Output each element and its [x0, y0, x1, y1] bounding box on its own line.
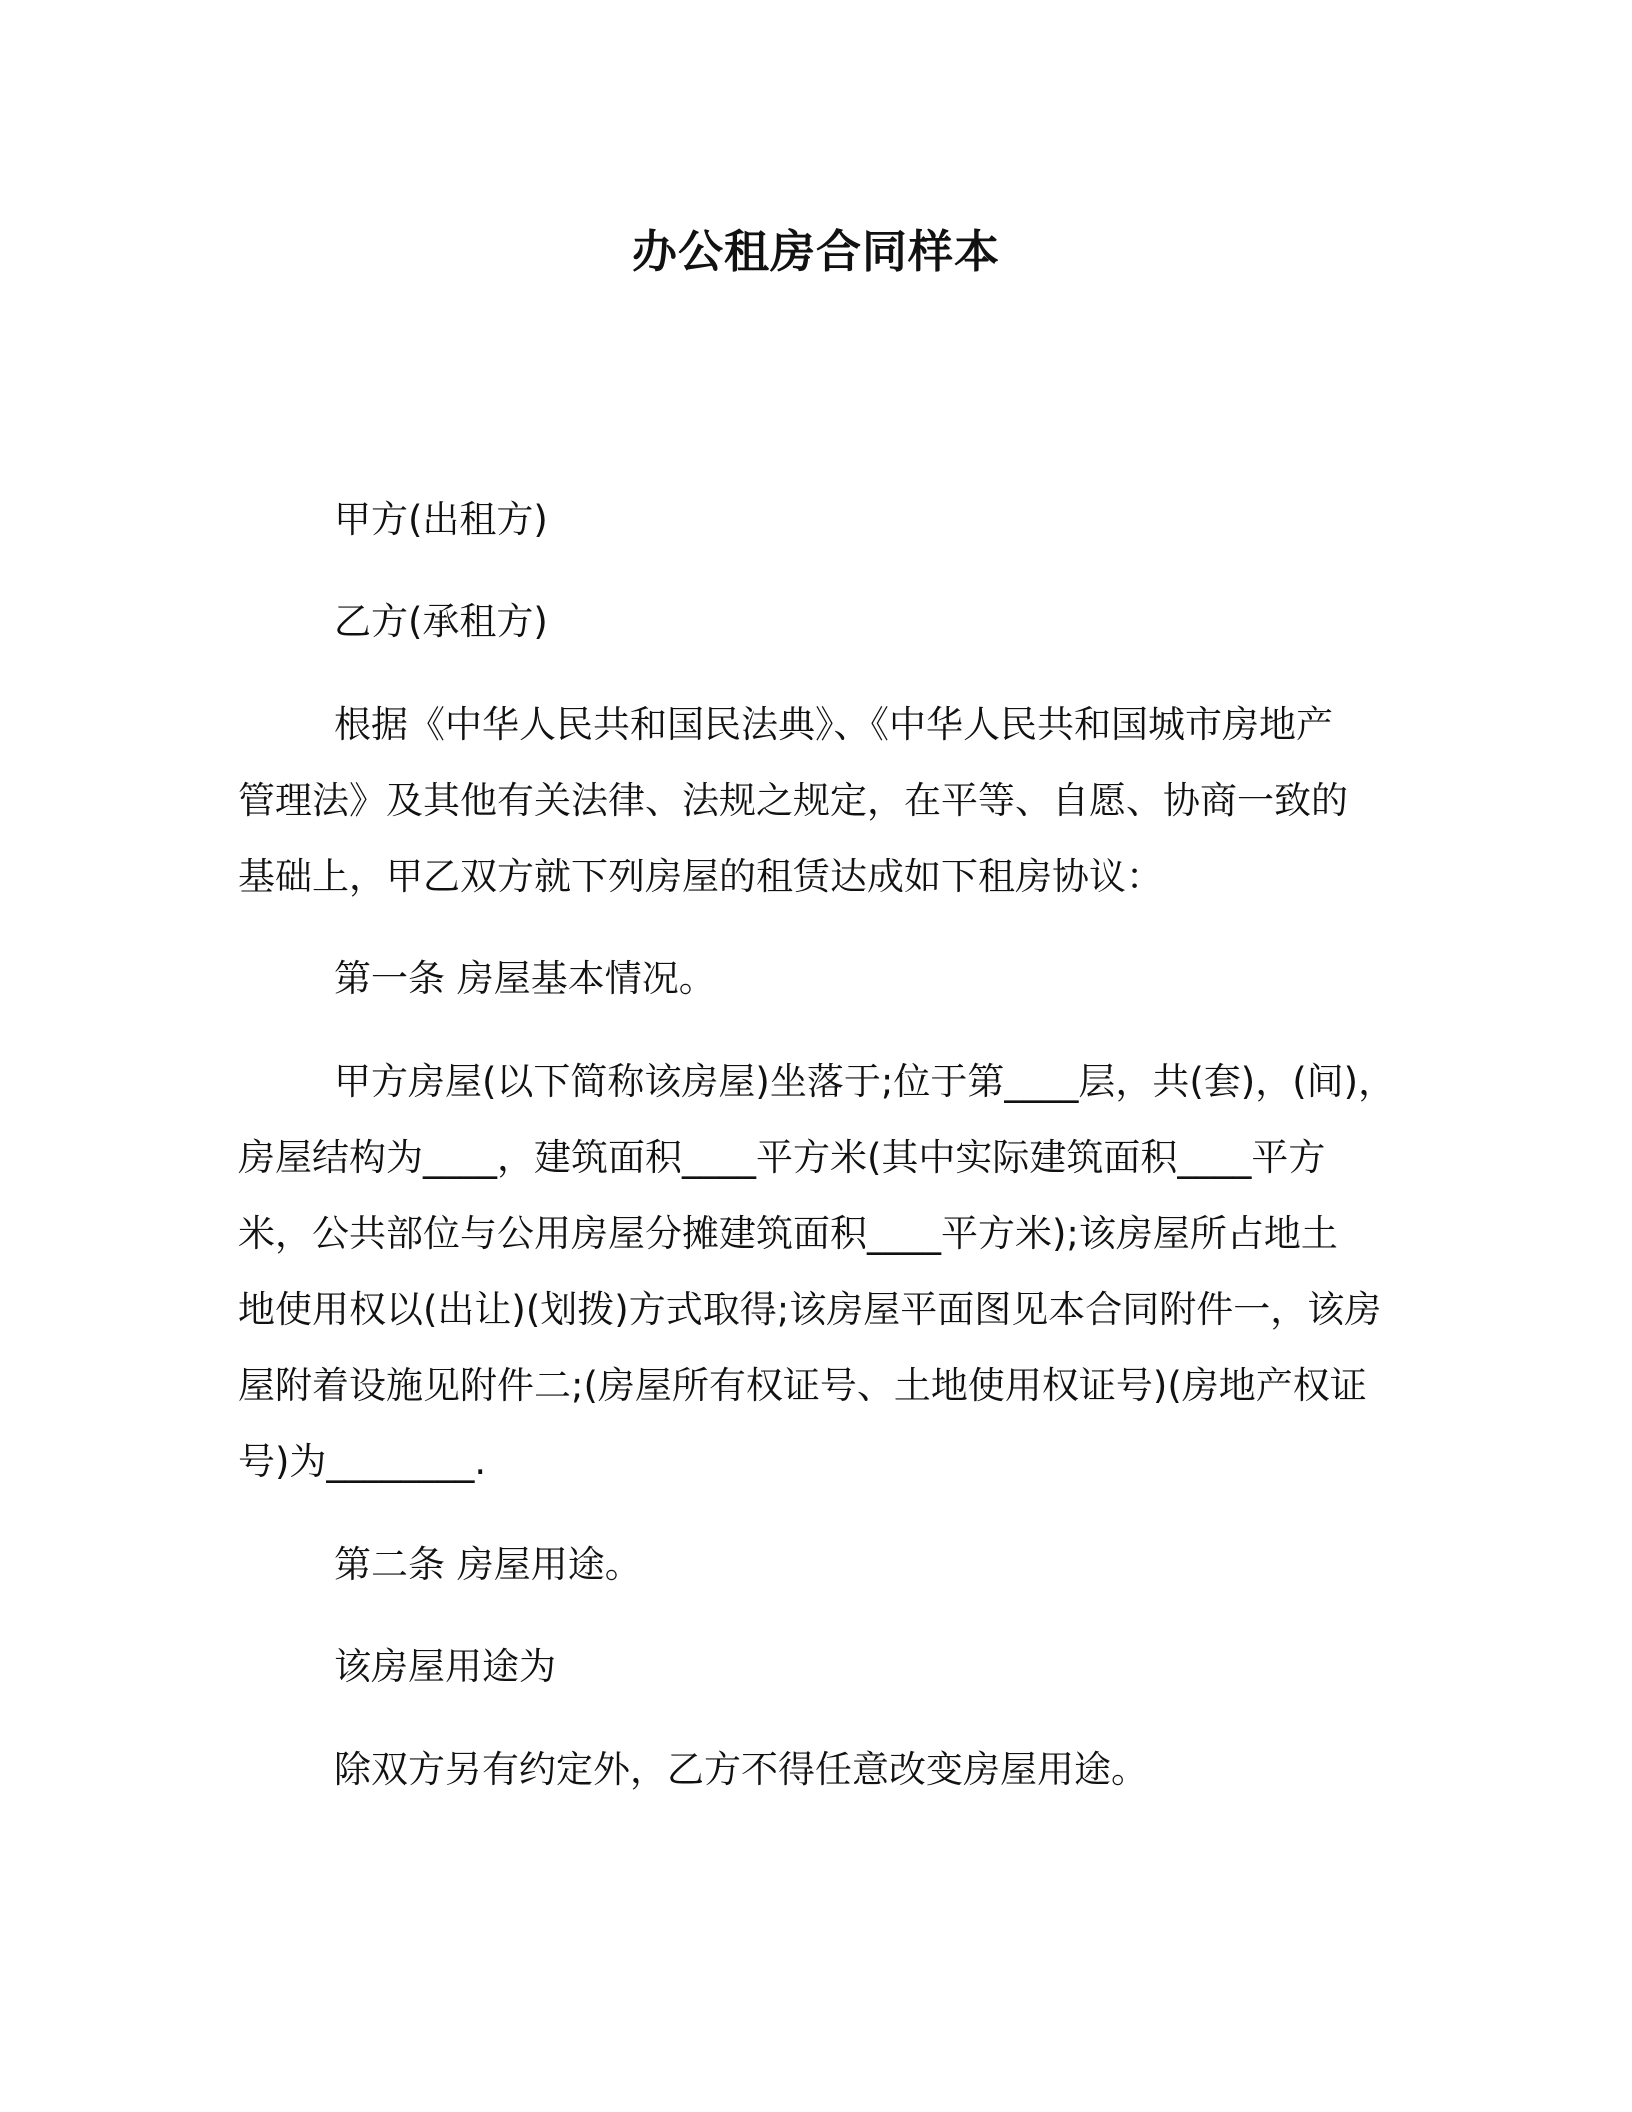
article1-line-1: 甲方房屋(以下简称该房屋)坐落于;位于第____层，共(套)，(间)， [334, 1060, 1396, 1103]
intro-line-3: 基础上，甲乙双方就下列房屋的租赁达成如下租房协议： [238, 855, 1163, 898]
party-a-line: 甲方(出租方) [334, 498, 548, 541]
article1-line-2: 房屋结构为____，建筑面积____平方米(其中实际建筑面积____平方 [238, 1136, 1326, 1179]
article1-line-5: 屋附着设施见附件二;(房屋所有权证号、土地使用权证号)(房地产权证 [238, 1364, 1367, 1407]
document-title: 办公租房合同样本 [631, 225, 1000, 278]
article2-restriction-line: 除双方另有约定外，乙方不得任意改变房屋用途。 [334, 1748, 1148, 1791]
party-b-line: 乙方(承租方) [334, 600, 548, 643]
article1-line-6: 号)为________. [238, 1440, 487, 1483]
article1-line-3: 米，公共部位与公用房屋分摊建筑面积____平方米);该房屋所占地土 [238, 1212, 1338, 1255]
intro-line-2: 管理法》及其他有关法律、法规之规定，在平等、自愿、协商一致的 [238, 779, 1348, 822]
article2-use-line: 该房屋用途为 [334, 1645, 556, 1688]
article2-heading: 第二条 房屋用途。 [334, 1543, 642, 1586]
intro-line-1: 根据《中华人民共和国民法典》、《中华人民共和国城市房地产 [334, 703, 1333, 746]
article1-heading: 第一条 房屋基本情况。 [334, 957, 716, 1000]
article1-line-4: 地使用权以(出让)(划拨)方式取得;该房屋平面图见本合同附件一，该房 [238, 1288, 1382, 1331]
